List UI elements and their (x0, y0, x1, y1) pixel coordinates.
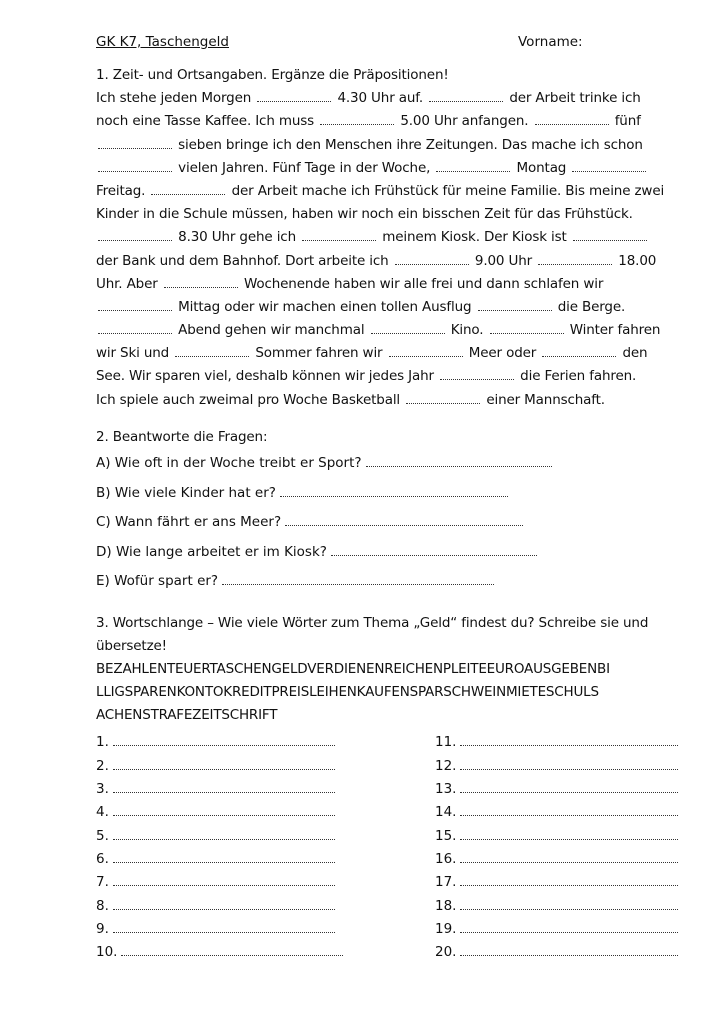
cloze-text-segment: der Arbeit mache ich Frühstück für meine Familie. Bis meine zwei (227, 182, 665, 199)
word-answer-field[interactable] (113, 757, 335, 770)
answer-field[interactable] (366, 454, 552, 467)
entry-number: 1. (96, 734, 109, 751)
word-entry (435, 801, 685, 824)
entry-number: 10. (96, 944, 118, 961)
blank-field[interactable] (440, 367, 514, 380)
word-answer-field[interactable] (113, 850, 335, 863)
blank-field[interactable] (98, 228, 172, 241)
word-entry (435, 778, 685, 801)
word-entry (96, 941, 346, 964)
cloze-line (96, 319, 686, 342)
cloze-text-segment: Sommer fahren wir (251, 345, 387, 362)
cloze-line (96, 110, 686, 133)
word-entry (435, 755, 685, 778)
blank-field[interactable] (429, 89, 503, 102)
blank-field[interactable] (572, 159, 646, 172)
word-entry (96, 778, 346, 801)
word-entry (96, 825, 346, 848)
word-entry (435, 825, 685, 848)
cloze-text-segment: vielen Jahren. Fünf Tage in der Woche, (174, 159, 435, 176)
cloze-line (96, 273, 686, 296)
question-item (96, 449, 686, 479)
question-item (96, 567, 686, 597)
section-2-heading: 2. Beantworte die Fragen: (96, 428, 268, 445)
cloze-text-segment: Kino. (446, 322, 488, 339)
word-answer-field[interactable] (460, 733, 678, 746)
cloze-line (96, 180, 686, 203)
cloze-text (96, 87, 686, 412)
blank-field[interactable] (490, 321, 564, 334)
cloze-text-segment: Ich stehe jeden Morgen (96, 90, 256, 107)
cloze-line (96, 226, 686, 249)
section-1 (96, 64, 686, 412)
blank-field[interactable] (98, 136, 172, 149)
word-entry (96, 918, 346, 941)
entry-number: 5. (96, 827, 109, 844)
section-3-heading: 3. Wortschlange – Wie viele Wörter zum Thema „Geld“ findest du? Schreibe sie und (96, 614, 649, 631)
cloze-line (96, 134, 686, 157)
entry-number: 6. (96, 850, 109, 867)
cloze-text-segment: Meer oder (464, 345, 541, 362)
blank-field[interactable] (542, 344, 616, 357)
question-item (96, 508, 686, 538)
entry-number: 11. (435, 734, 457, 751)
blank-field[interactable] (395, 252, 469, 265)
worksheet-page (96, 34, 686, 966)
word-entry (435, 848, 685, 871)
answer-field[interactable] (222, 572, 494, 585)
cloze-text-segment: die Berge. (553, 298, 626, 315)
cloze-text-segment: 4.30 Uhr auf. (333, 90, 428, 107)
entry-number: 19. (435, 920, 457, 937)
cloze-text-segment: fünf (610, 113, 641, 130)
cloze-text-segment: Ich spiele auch zweimal pro Woche Basketball (96, 391, 405, 408)
cloze-line (96, 203, 686, 226)
blank-field[interactable] (164, 275, 238, 288)
entry-number: 12. (435, 757, 457, 774)
cloze-line (96, 250, 686, 273)
word-entry (435, 918, 685, 941)
word-snake-line-2: LLIGSPARENKONTOKREDITPREISLEIHENKAUFENSPARSCHWEINMIETESCHULS (96, 684, 599, 701)
word-answer-field[interactable] (460, 780, 678, 793)
cloze-line (96, 365, 686, 388)
cloze-text-segment: Abend gehen wir manchmal (174, 322, 369, 339)
cloze-text-segment: Mittag oder wir machen einen tollen Ausflug (174, 298, 476, 315)
entry-number: 16. (435, 850, 457, 867)
word-answer-field[interactable] (460, 757, 678, 770)
blank-field[interactable] (98, 298, 172, 311)
word-entry (96, 848, 346, 871)
entry-number: 2. (96, 757, 109, 774)
answer-list (96, 731, 686, 966)
word-entry (435, 871, 685, 894)
vorname-label: Vorname: (518, 34, 583, 50)
question-item (96, 538, 686, 568)
word-entry (435, 731, 685, 754)
word-entry (96, 895, 346, 918)
question-text: E) Wofür spart er? (96, 573, 219, 589)
word-answer-field[interactable] (460, 873, 678, 886)
blank-field[interactable] (98, 159, 172, 172)
entry-number: 14. (435, 804, 457, 821)
answer-field[interactable] (331, 543, 537, 556)
word-entry (96, 731, 346, 754)
word-answer-field[interactable] (460, 827, 678, 840)
cloze-text-segment: See. Wir sparen viel, deshalb können wir jedes Jahr (96, 368, 439, 385)
cloze-text-segment: der Arbeit trinke ich (505, 90, 641, 107)
word-entry (96, 871, 346, 894)
cloze-text-segment: Freitag. (96, 182, 150, 199)
cloze-line (96, 342, 686, 365)
cloze-text-segment: der Bank und dem Bahnhof. Dort arbeite ich (96, 252, 393, 269)
word-answer-field[interactable] (460, 897, 678, 910)
cloze-text-segment: Kinder in die Schule müssen, haben wir noch ein bisschen Zeit für das Frühstück. (96, 206, 633, 223)
question-text: D) Wie lange arbeitet er im Kiosk? (96, 543, 327, 560)
word-answer-field[interactable] (460, 920, 678, 933)
question-item (96, 479, 686, 509)
word-entry (96, 755, 346, 778)
entry-number: 8. (96, 897, 109, 914)
cloze-text-segment: Montag (512, 159, 571, 176)
word-answer-field[interactable] (113, 780, 335, 793)
cloze-line (96, 157, 686, 180)
entry-number: 3. (96, 781, 109, 798)
cloze-text-segment: 9.00 Uhr (470, 252, 537, 269)
blank-field[interactable] (257, 89, 331, 102)
word-answer-field[interactable] (113, 920, 335, 933)
cloze-text-segment: wir Ski und (96, 345, 174, 362)
word-snake-line-3: ACHENSTRAFEZEITSCHRIFT (96, 707, 278, 724)
question-list (96, 449, 686, 597)
answer-column-left (96, 731, 346, 964)
cloze-text-segment: Uhr. Aber (96, 275, 162, 292)
cloze-line (96, 87, 686, 110)
section-3 (96, 612, 686, 967)
worksheet-title: GK K7, Taschengeld (96, 34, 229, 50)
blank-field[interactable] (573, 228, 647, 241)
cloze-line (96, 296, 686, 319)
blank-field[interactable] (538, 252, 612, 265)
word-answer-field[interactable] (113, 733, 335, 746)
question-text: A) Wie oft in der Woche treibt er Sport? (96, 455, 362, 471)
cloze-text-segment: den (618, 345, 648, 362)
blank-field[interactable] (98, 321, 172, 334)
cloze-text-segment: Wochenende haben wir alle frei und dann schlafen wir (239, 275, 604, 292)
blank-field[interactable] (371, 321, 445, 334)
cloze-text-segment: die Ferien fahren. (516, 368, 637, 385)
entry-number: 17. (435, 874, 457, 891)
section-2 (96, 426, 686, 597)
word-answer-field[interactable] (113, 803, 335, 816)
word-answer-field[interactable] (121, 943, 343, 956)
answer-field[interactable] (280, 484, 508, 497)
word-snake-line-1: BEZAHLENTEUERTASCHENGELDVERDIENENREICHENPLEITEEUROAUSGEBENBI (96, 660, 610, 677)
word-answer-field[interactable] (460, 850, 678, 863)
word-answer-field[interactable] (113, 897, 335, 910)
cloze-text-segment: 5.00 Uhr anfangen. (396, 113, 533, 130)
entry-number: 4. (96, 804, 109, 821)
entry-number: 18. (435, 897, 457, 914)
worksheet-header (96, 34, 686, 56)
blank-field[interactable] (436, 159, 510, 172)
blank-field[interactable] (535, 112, 609, 125)
question-text: C) Wann fährt er ans Meer? (96, 514, 282, 530)
cloze-text-segment: meinem Kiosk. Der Kiosk ist (378, 229, 571, 246)
word-entry (96, 801, 346, 824)
blank-field[interactable] (320, 112, 394, 125)
blank-field[interactable] (175, 344, 249, 357)
blank-field[interactable] (406, 391, 480, 404)
cloze-text-segment: 8.30 Uhr gehe ich (174, 229, 301, 246)
question-text: B) Wie viele Kinder hat er? (96, 484, 276, 501)
blank-field[interactable] (389, 344, 463, 357)
word-entry (435, 941, 685, 964)
word-entry (435, 895, 685, 918)
entry-number: 13. (435, 781, 457, 798)
entry-number: 20. (435, 944, 457, 961)
cloze-text-segment: 18.00 (614, 252, 657, 269)
blank-field[interactable] (478, 298, 552, 311)
entry-number: 7. (96, 874, 109, 891)
section-1-heading: 1. Zeit- und Ortsangaben. Ergänze die Präpositionen! (96, 67, 449, 83)
blank-field[interactable] (302, 228, 376, 241)
section-3-heading-cont: übersetze! (96, 637, 167, 654)
cloze-text-segment: noch eine Tasse Kaffee. Ich muss (96, 113, 319, 130)
blank-field[interactable] (151, 182, 225, 195)
word-answer-field[interactable] (460, 803, 678, 816)
entry-number: 15. (435, 827, 457, 844)
entry-number: 9. (96, 920, 109, 937)
word-answer-field[interactable] (113, 827, 335, 840)
cloze-text-segment: einer Mannschaft. (482, 391, 605, 408)
word-answer-field[interactable] (113, 873, 335, 886)
answer-column-right (435, 731, 685, 964)
word-answer-field[interactable] (460, 943, 678, 956)
answer-field[interactable] (285, 513, 523, 526)
cloze-text-segment: Winter fahren (565, 322, 661, 339)
cloze-line (96, 389, 686, 412)
cloze-text-segment: sieben bringe ich den Menschen ihre Zeitungen. Das mache ich schon (174, 136, 643, 153)
